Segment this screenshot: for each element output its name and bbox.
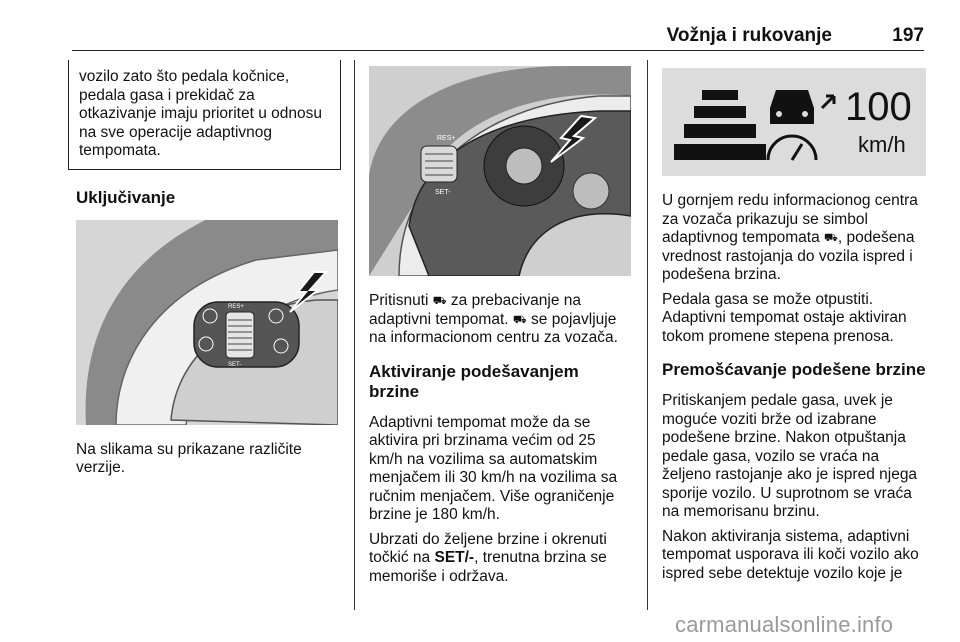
paragraph-display [662, 192, 927, 285]
page-number: 197 [892, 25, 924, 46]
paragraph-display-part2: , podešena vrednost rastojanja do vozila ispred i podešena brzina. [662, 229, 915, 283]
paragraph-set-part1: Ubrzati do željene brzine i okrenuti točkić na [369, 530, 607, 566]
adaptive-cruise-icon: ⛟ [432, 295, 447, 307]
section-heading-premoscavanje: Premošćavanje podešene brzine [662, 360, 926, 379]
display-unit: km/h [858, 132, 906, 157]
paragraph-toggle [369, 292, 631, 348]
column-divider-1 [354, 60, 355, 610]
paragraph-toggle-part2: za prebacivanje na adaptivni tempomat. [369, 292, 582, 328]
paragraph-set-part2: , trenutna brzina se memoriše i održava. [369, 549, 607, 585]
paragraph-toggle-part3: se pojavljuje na informacionom centru za vozača. [369, 310, 618, 346]
adaptive-cruise-icon: ⛟ [512, 313, 527, 326]
display-speed: 100 [845, 85, 912, 129]
column-1 [76, 60, 341, 484]
column-3 [662, 60, 927, 589]
figure-steering-wheel-1 [76, 220, 338, 425]
res-label-1: RES+ [228, 303, 244, 310]
watermark: carmanualsonline.info [675, 612, 894, 637]
figure-driver-display [662, 68, 926, 176]
distance-bar-4 [674, 144, 766, 160]
set-label-1: SET- [228, 361, 242, 368]
figure-caption: Na slikama su prikazane različite verzije. [76, 440, 302, 476]
res-label-2: RES+ [437, 135, 456, 142]
steering-wheel-illustration-1 [76, 220, 338, 425]
steering-wheel-illustration-2 [369, 66, 631, 276]
page-title: Vožnja i rukovanje [666, 25, 832, 46]
section-heading-ukljucivanje: Uključivanje [76, 187, 176, 207]
paragraph-display-part1: U gornjem redu informacionog centra za vozača prikazuju se simbol adaptivnog tempomata [662, 192, 918, 246]
set-key-label: SET/- [434, 549, 475, 566]
paragraph-pedal: Pedala gasa se može otpustiti. Adaptivni tempomat ostaje aktiviran tokom promene stepena prenosa. [662, 290, 907, 345]
note-box [68, 60, 341, 170]
distance-bar-3 [684, 124, 756, 138]
paragraph-braking: Nakon aktiviranja sistema, adaptivni tempomat usporava ili koči vozilo ako ispred sebe detektuje vozilo koje je [662, 527, 919, 582]
paragraph-activation: Adaptivni tempomat može da se aktivira pri brzinama većim od 25 km/h na vozilima sa automatskim menjačem ili 30 km/h na vozilima sa ručnim menjačem. Više ograničenje brzine je 180 km/h. [369, 413, 618, 523]
car-icon [770, 90, 814, 124]
figure-steering-wheel-2 [369, 66, 631, 276]
paragraph-toggle-part1: Pritisnuti [369, 292, 433, 309]
note-box-text: vozilo zato što pedala kočnice, pedala gasa i prekidač za otkazivanje imaju prioritet u odnosu na sve operacije adaptivnog tempomata. [79, 68, 322, 159]
distance-bar-1 [702, 90, 738, 100]
paragraph-override: Pritiskanjem pedale gasa, uvek je moguće voziti brže od izabrane podešene brzine. Nakon otpuštanja pedale gasa, vozilo se vraća na željeno rastojanje ako je ispred njega sporije vozilo. U suprotnom se vraća na memorisanu brzinu. [662, 392, 918, 520]
set-label-2: SET- [435, 189, 451, 196]
adaptive-cruise-icon: ⛟ [824, 232, 838, 244]
driver-display-illustration [662, 68, 926, 176]
paragraph-set [369, 531, 631, 587]
section-heading-aktiviranje: Aktiviranje podešavanjem brzine [369, 361, 579, 401]
column-2 [369, 60, 631, 592]
page-header [72, 22, 924, 51]
distance-bar-2 [694, 106, 746, 118]
column-divider-2 [647, 60, 648, 610]
